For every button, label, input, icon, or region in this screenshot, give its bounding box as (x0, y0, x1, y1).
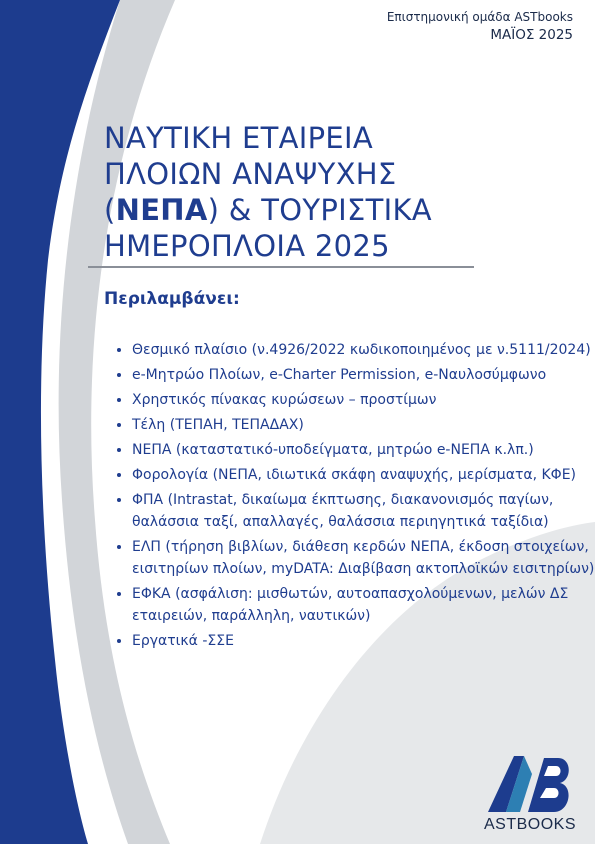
list-item: • Εργατικά -ΣΣΕ (132, 630, 595, 652)
date-label: ΜΑΪΟΣ 2025 (490, 27, 573, 43)
list-item: • Φορολογία (ΝΕΠΑ, ιδιωτικά σκάφη αναψυχής, μερίσματα, ΚΦΕ) (132, 464, 595, 486)
title-line-3-open: ( (104, 193, 116, 227)
list-item: • Χρηστικός πίνακας κυρώσεων – προστίμων (132, 389, 595, 411)
title-line-1: ΝΑΥΤΙΚΗ ΕΤΑΙΡΕΙΑ (104, 121, 373, 155)
list-item: • ΕΦΚΑ (ασφάλιση: μισθωτών, αυτοαπασχολούμενων, μελών ΔΣ εταιρειών, παράλληλη, ναυτικών) (132, 583, 595, 627)
document-title (104, 120, 544, 264)
title-line-3-bold: ΝΕΠΑ (115, 193, 208, 227)
includes-heading: Περιλαμβάνει: (104, 289, 240, 309)
astbooks-logo (478, 752, 582, 838)
list-item: • Τέλη (ΤΕΠΑΗ, ΤΕΠΑΔΑΧ) (132, 414, 595, 436)
title-line-4: ΗΜΕΡΟΠΛΟΙΑ 2025 (104, 229, 390, 263)
brand-name: ASTBOOKS (483, 816, 577, 833)
ab-logo-icon (484, 752, 576, 814)
team-label: Επιστημονική ομάδα ASTbooks (386, 10, 573, 24)
list-item: • ΝΕΠΑ (καταστατικό-υποδείγματα, μητρώο e-ΝΕΠΑ κ.λπ.) (132, 439, 595, 461)
title-line-3-rest: ) & ΤΟΥΡΙΣΤΙΚΑ (207, 193, 432, 227)
list-item: • ΕΛΠ (τήρηση βιβλίων, διάθεση κερδών ΝΕΠΑ, έκδοση στοιχείων, εισιτηρίων πλοίων, myDATA: Διαβίβαση ακτοπλοϊκών εισιτηρίων) (132, 536, 595, 580)
title-divider (88, 266, 474, 268)
header (387, 8, 573, 44)
list-item: • Θεσμικό πλαίσιο (ν.4926/2022 κωδικοποιημένος με ν.5111/2024) (132, 339, 595, 361)
title-line-2: ΠΛΟΙΩΝ ΑΝΑΨΥΧΗΣ (104, 157, 397, 191)
contents-list (104, 339, 595, 655)
list-item: • e-Μητρώο Πλοίων, e-Charter Permission, e-Ναυλοσύμφωνο (132, 364, 595, 386)
list-item: • ΦΠΑ (Intrastat, δικαίωμα έκπτωσης, διακανονισμός παγίων, θαλάσσια ταξί, απαλλαγές, θαλάσσια περιηγητικά ταξίδια) (132, 489, 595, 533)
